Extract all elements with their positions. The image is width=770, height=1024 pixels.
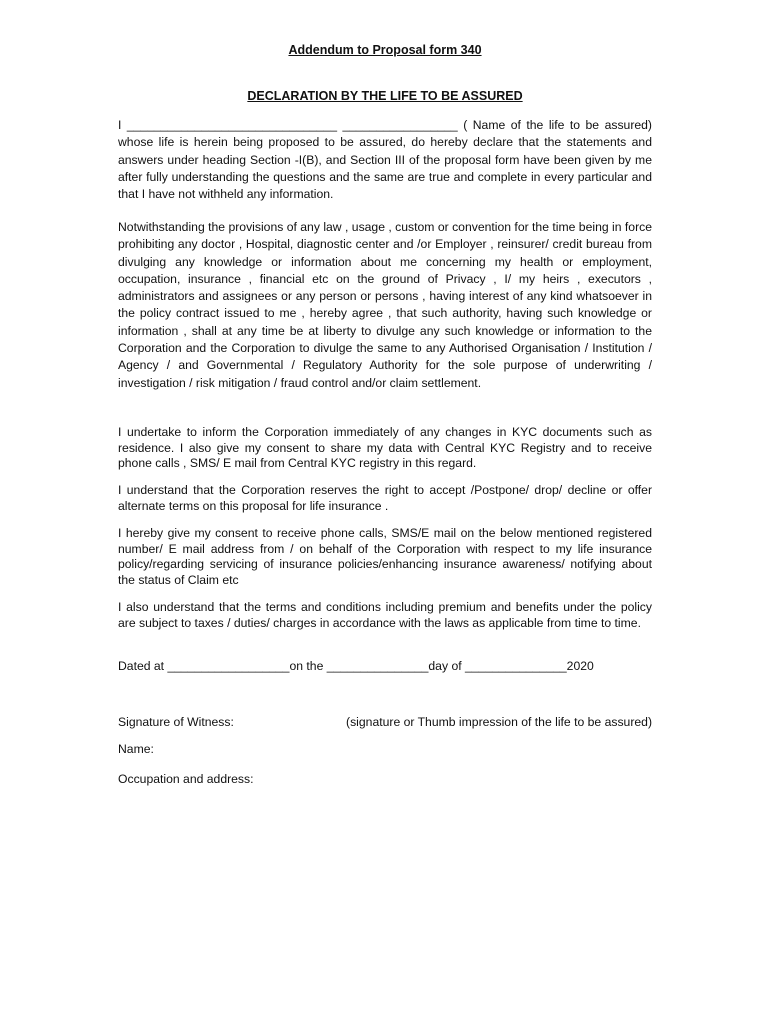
document-title: Addendum to Proposal form 340 [288, 43, 482, 57]
paragraph-declaration: I _______________________________ _________________ ( Name of the life to be assured) whose life is herein being proposed to be assured, do hereby declare that the statements and answers under heading Section -I(B), and Section III of the proposal form have been given by me after fully understanding the questions and the same are true and complete in every particular and that I have not withheld any information. [118, 118, 652, 202]
dated-line: Dated at __________________on the _______________day of _______________2020 [118, 659, 594, 673]
paragraph-communication-consent: I hereby give my consent to receive phone calls, SMS/E mail on the below mentioned registered number/ E mail address from / on behalf of the Corporation with respect to my life insurance policy/regarding servicing of insurance policies/enhancing insurance awareness/ notifying about the status of Claim etc [118, 526, 652, 587]
name-label: Name: [118, 742, 154, 756]
declaration-heading: DECLARATION BY THE LIFE TO BE ASSURED [247, 89, 523, 103]
paragraph-terms-taxes: I also understand that the terms and conditions including premium and benefits under the policy are subject to taxes / duties/ charges in accordance with the laws as applicable from time to time. [118, 600, 652, 630]
paragraph-privacy-consent: Notwithstanding the provisions of any law , usage , custom or convention for the time being in force prohibiting any doctor , Hospital, diagnostic center and /or Employer , reinsurer/ credit bureau from divulging any knowledge or information about me concerning my health or employment, occupation, insurance , financial etc on the ground of Privacy , I/ my heirs , executors , administrators and assignees or any person or persons , having interest of any kind whatsoever in the policy contract issued to me , hereby agree , that such authority, having such knowledge or information , shall at any time be at liberty to divulge any such knowledge or information to the Corporation and the Corporation to divulge the same to any Authorised Organisation / Institution / Agency / and Governmental / Regulatory Authority for the sole purpose of underwriting / investigation / risk mitigation / fraud control and/or claim settlement. [118, 220, 652, 390]
paragraph-kyc: I undertake to inform the Corporation immediately of any changes in KYC documents such as residence. I also give my consent to share my data with Central KYC Registry and to receive phone calls , SMS/ E mail from Central KYC registry in this regard. [118, 425, 652, 471]
occupation-address-label: Occupation and address: [118, 772, 254, 786]
paragraph-corporation-rights: I understand that the Corporation reserves the right to accept /Postpone/ drop/ decline or offer alternate terms on this proposal for life insurance . [118, 483, 652, 513]
signature-witness-label: Signature of Witness: [118, 715, 234, 729]
signature-assured-label: (signature or Thumb impression of the life to be assured) [346, 715, 652, 729]
